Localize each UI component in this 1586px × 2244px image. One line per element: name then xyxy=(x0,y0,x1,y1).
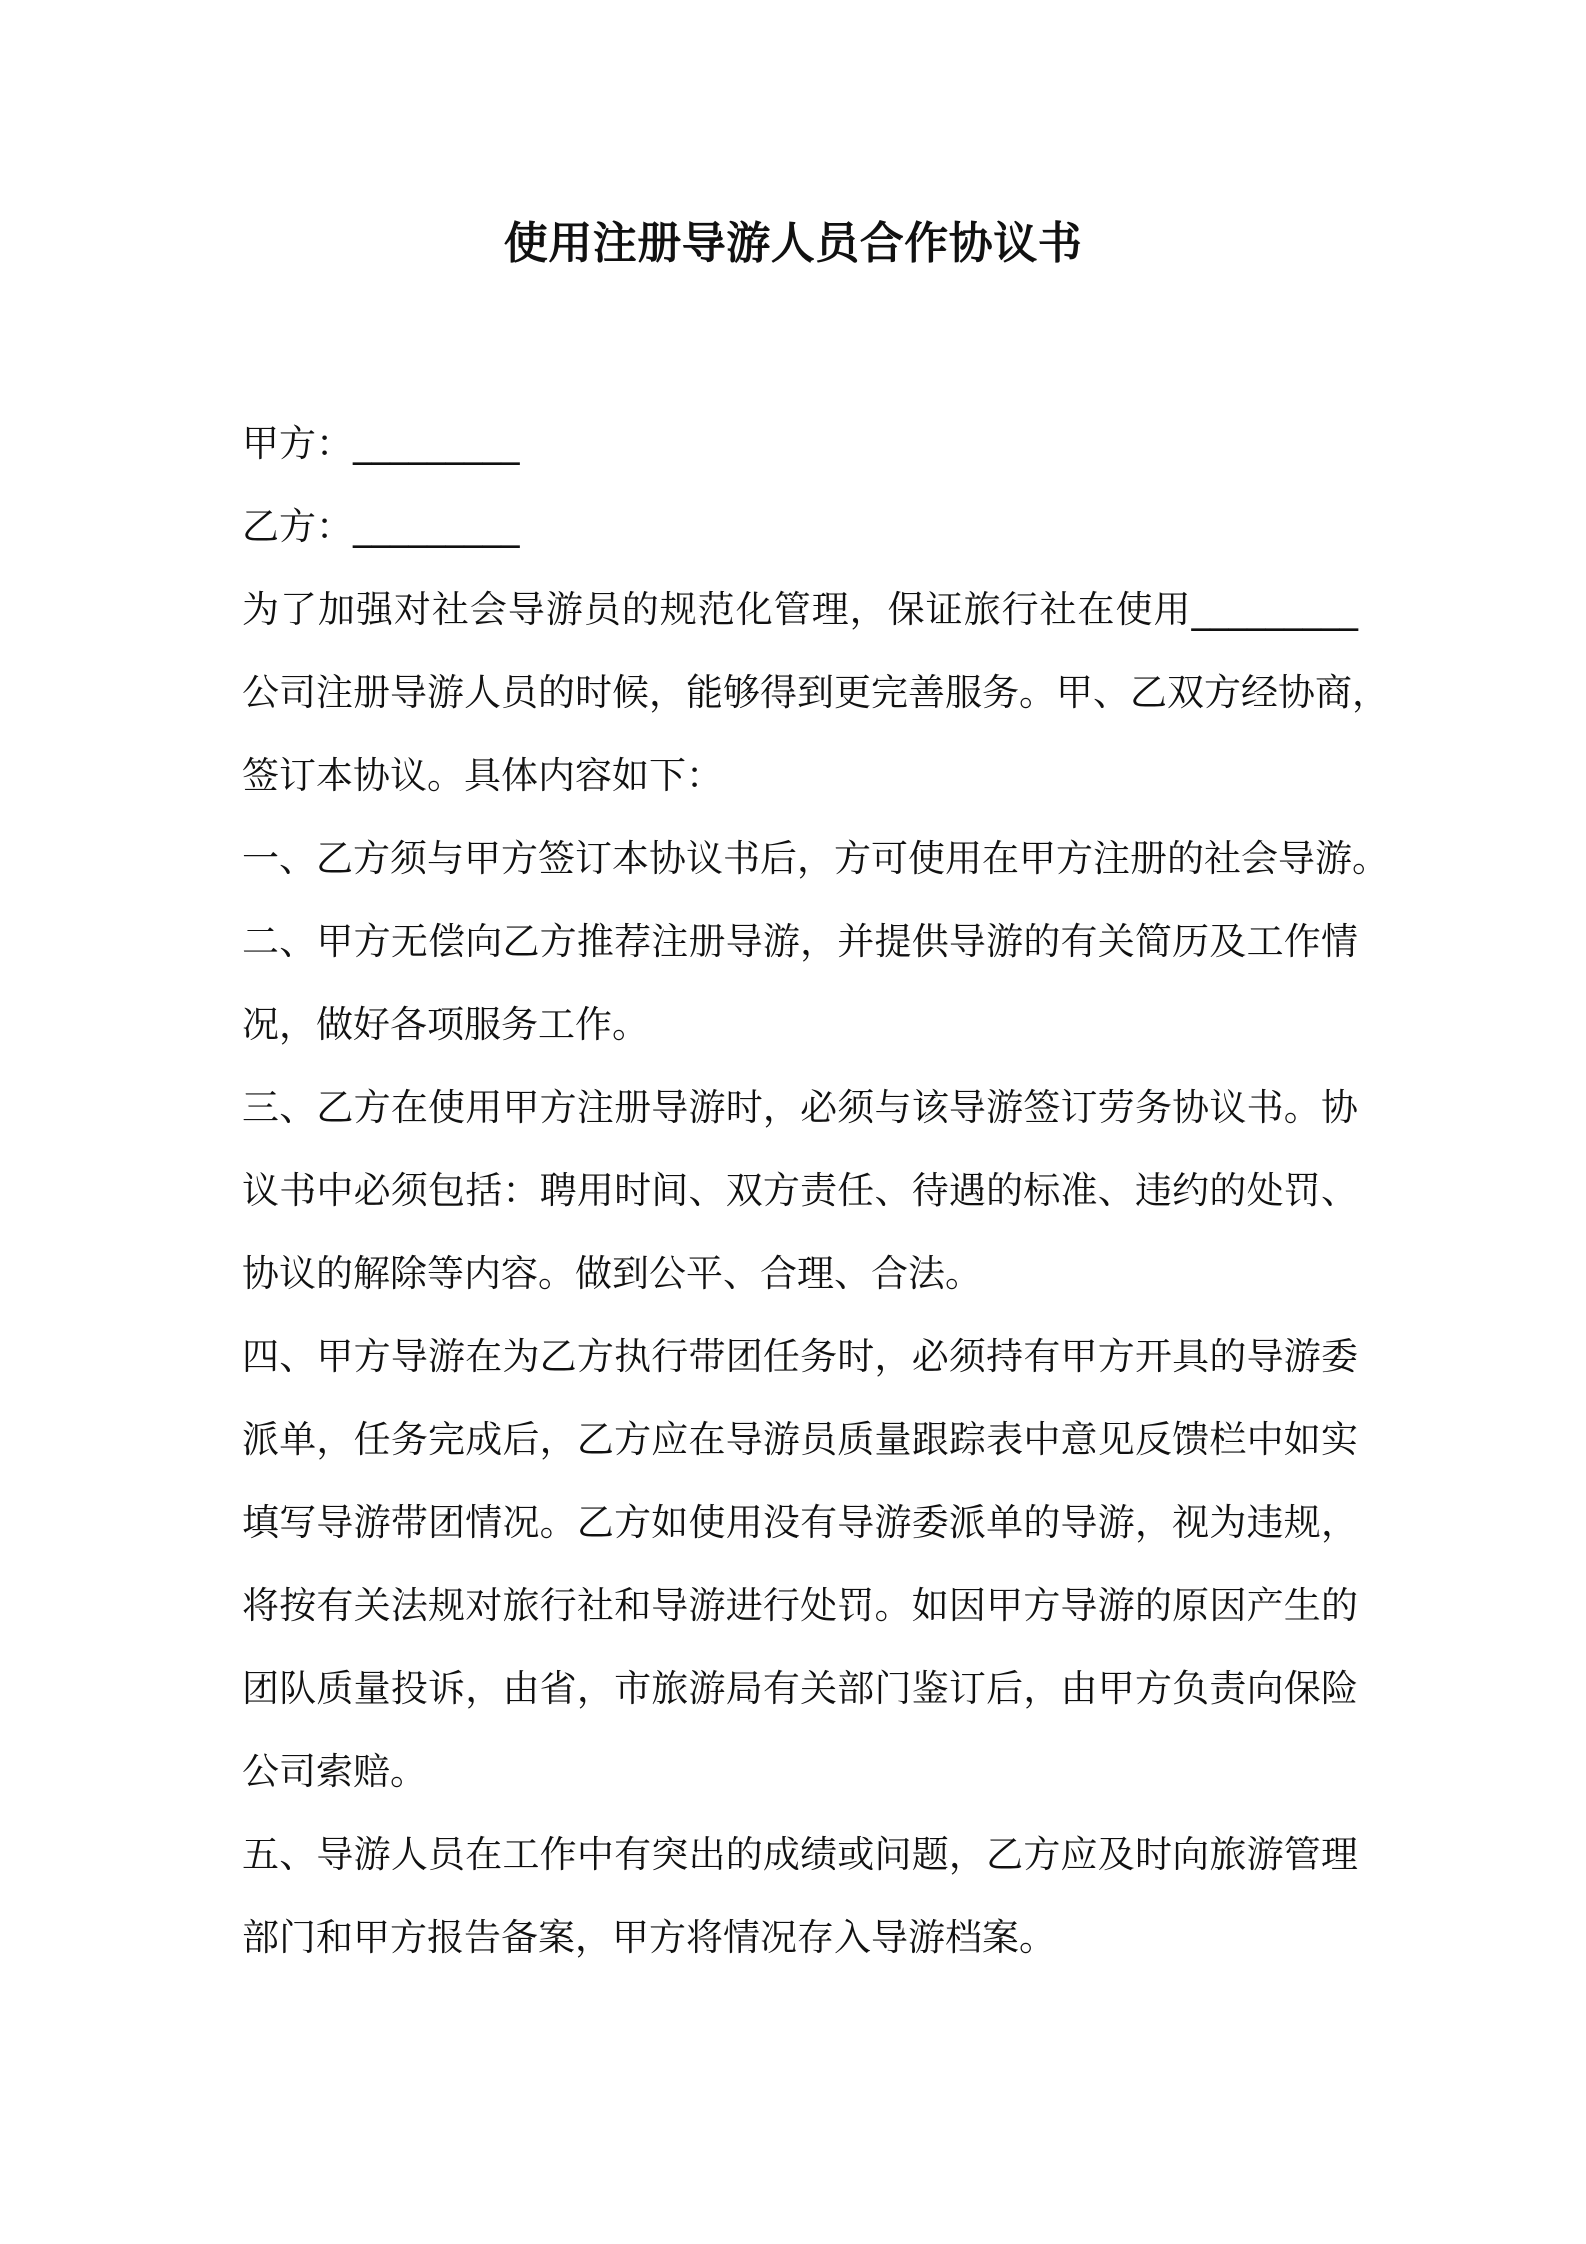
paragraph-line: 部门和甲方报告备案，甲方将情况存入导游档案。 xyxy=(242,1916,1056,1959)
paragraph-line: 五、导游人员在工作中有突出的成绩或问题，乙方应及时向旅游管理 xyxy=(242,1833,1358,1876)
paragraph-line: 将按有关法规对旅行社和导游进行处罚。如因甲方导游的原因产生的 xyxy=(242,1584,1358,1627)
paragraph-line: 派单，任务完成后，乙方应在导游员质量跟踪表中意见反馈栏中如实 xyxy=(242,1418,1358,1461)
document-title: 使用注册导游人员合作协议书 xyxy=(503,218,1083,269)
paragraph-line: 三、乙方在使用甲方注册导游时，必须与该导游签订劳务协议书。协 xyxy=(242,1086,1358,1129)
paragraph-line: 填写导游带团情况。乙方如使用没有导游委派单的导游，视为违规， xyxy=(242,1501,1358,1544)
paragraph-line: 二、甲方无偿向乙方推荐注册导游，并提供导游的有关简历及工作情 xyxy=(242,920,1358,963)
paragraph-line: 公司注册导游人员的时候，能够得到更完善服务。甲、乙双方经协商， xyxy=(242,671,1389,714)
paragraph-line: 团队质量投诉，由省，市旅游局有关部门鉴订后，由甲方负责向保险 xyxy=(242,1667,1358,1710)
paragraph-line: 况，做好各项服务工作。 xyxy=(242,1003,649,1046)
paragraph-line: 为了加强对社会导游员的规范化管理，保证旅行社在使用_________ xyxy=(242,588,1358,631)
party-b-line: 乙方：_________ xyxy=(242,505,520,548)
paragraph-line: 议书中必须包括：聘用时间、双方责任、待遇的标准、违约的处罚、 xyxy=(242,1169,1358,1212)
paragraph-line: 公司索赔。 xyxy=(242,1750,427,1793)
paragraph-line: 四、甲方导游在为乙方执行带团任务时，必须持有甲方开具的导游委 xyxy=(242,1335,1358,1378)
paragraph-line: 一、乙方须与甲方签订本协议书后，方可使用在甲方注册的社会导游。 xyxy=(242,837,1389,880)
paragraph-line: 签订本协议。具体内容如下： xyxy=(242,754,723,797)
party-a-line: 甲方：_________ xyxy=(242,422,520,465)
paragraph-line: 协议的解除等内容。做到公平、合理、合法。 xyxy=(242,1252,982,1295)
document-body xyxy=(242,402,1389,1979)
